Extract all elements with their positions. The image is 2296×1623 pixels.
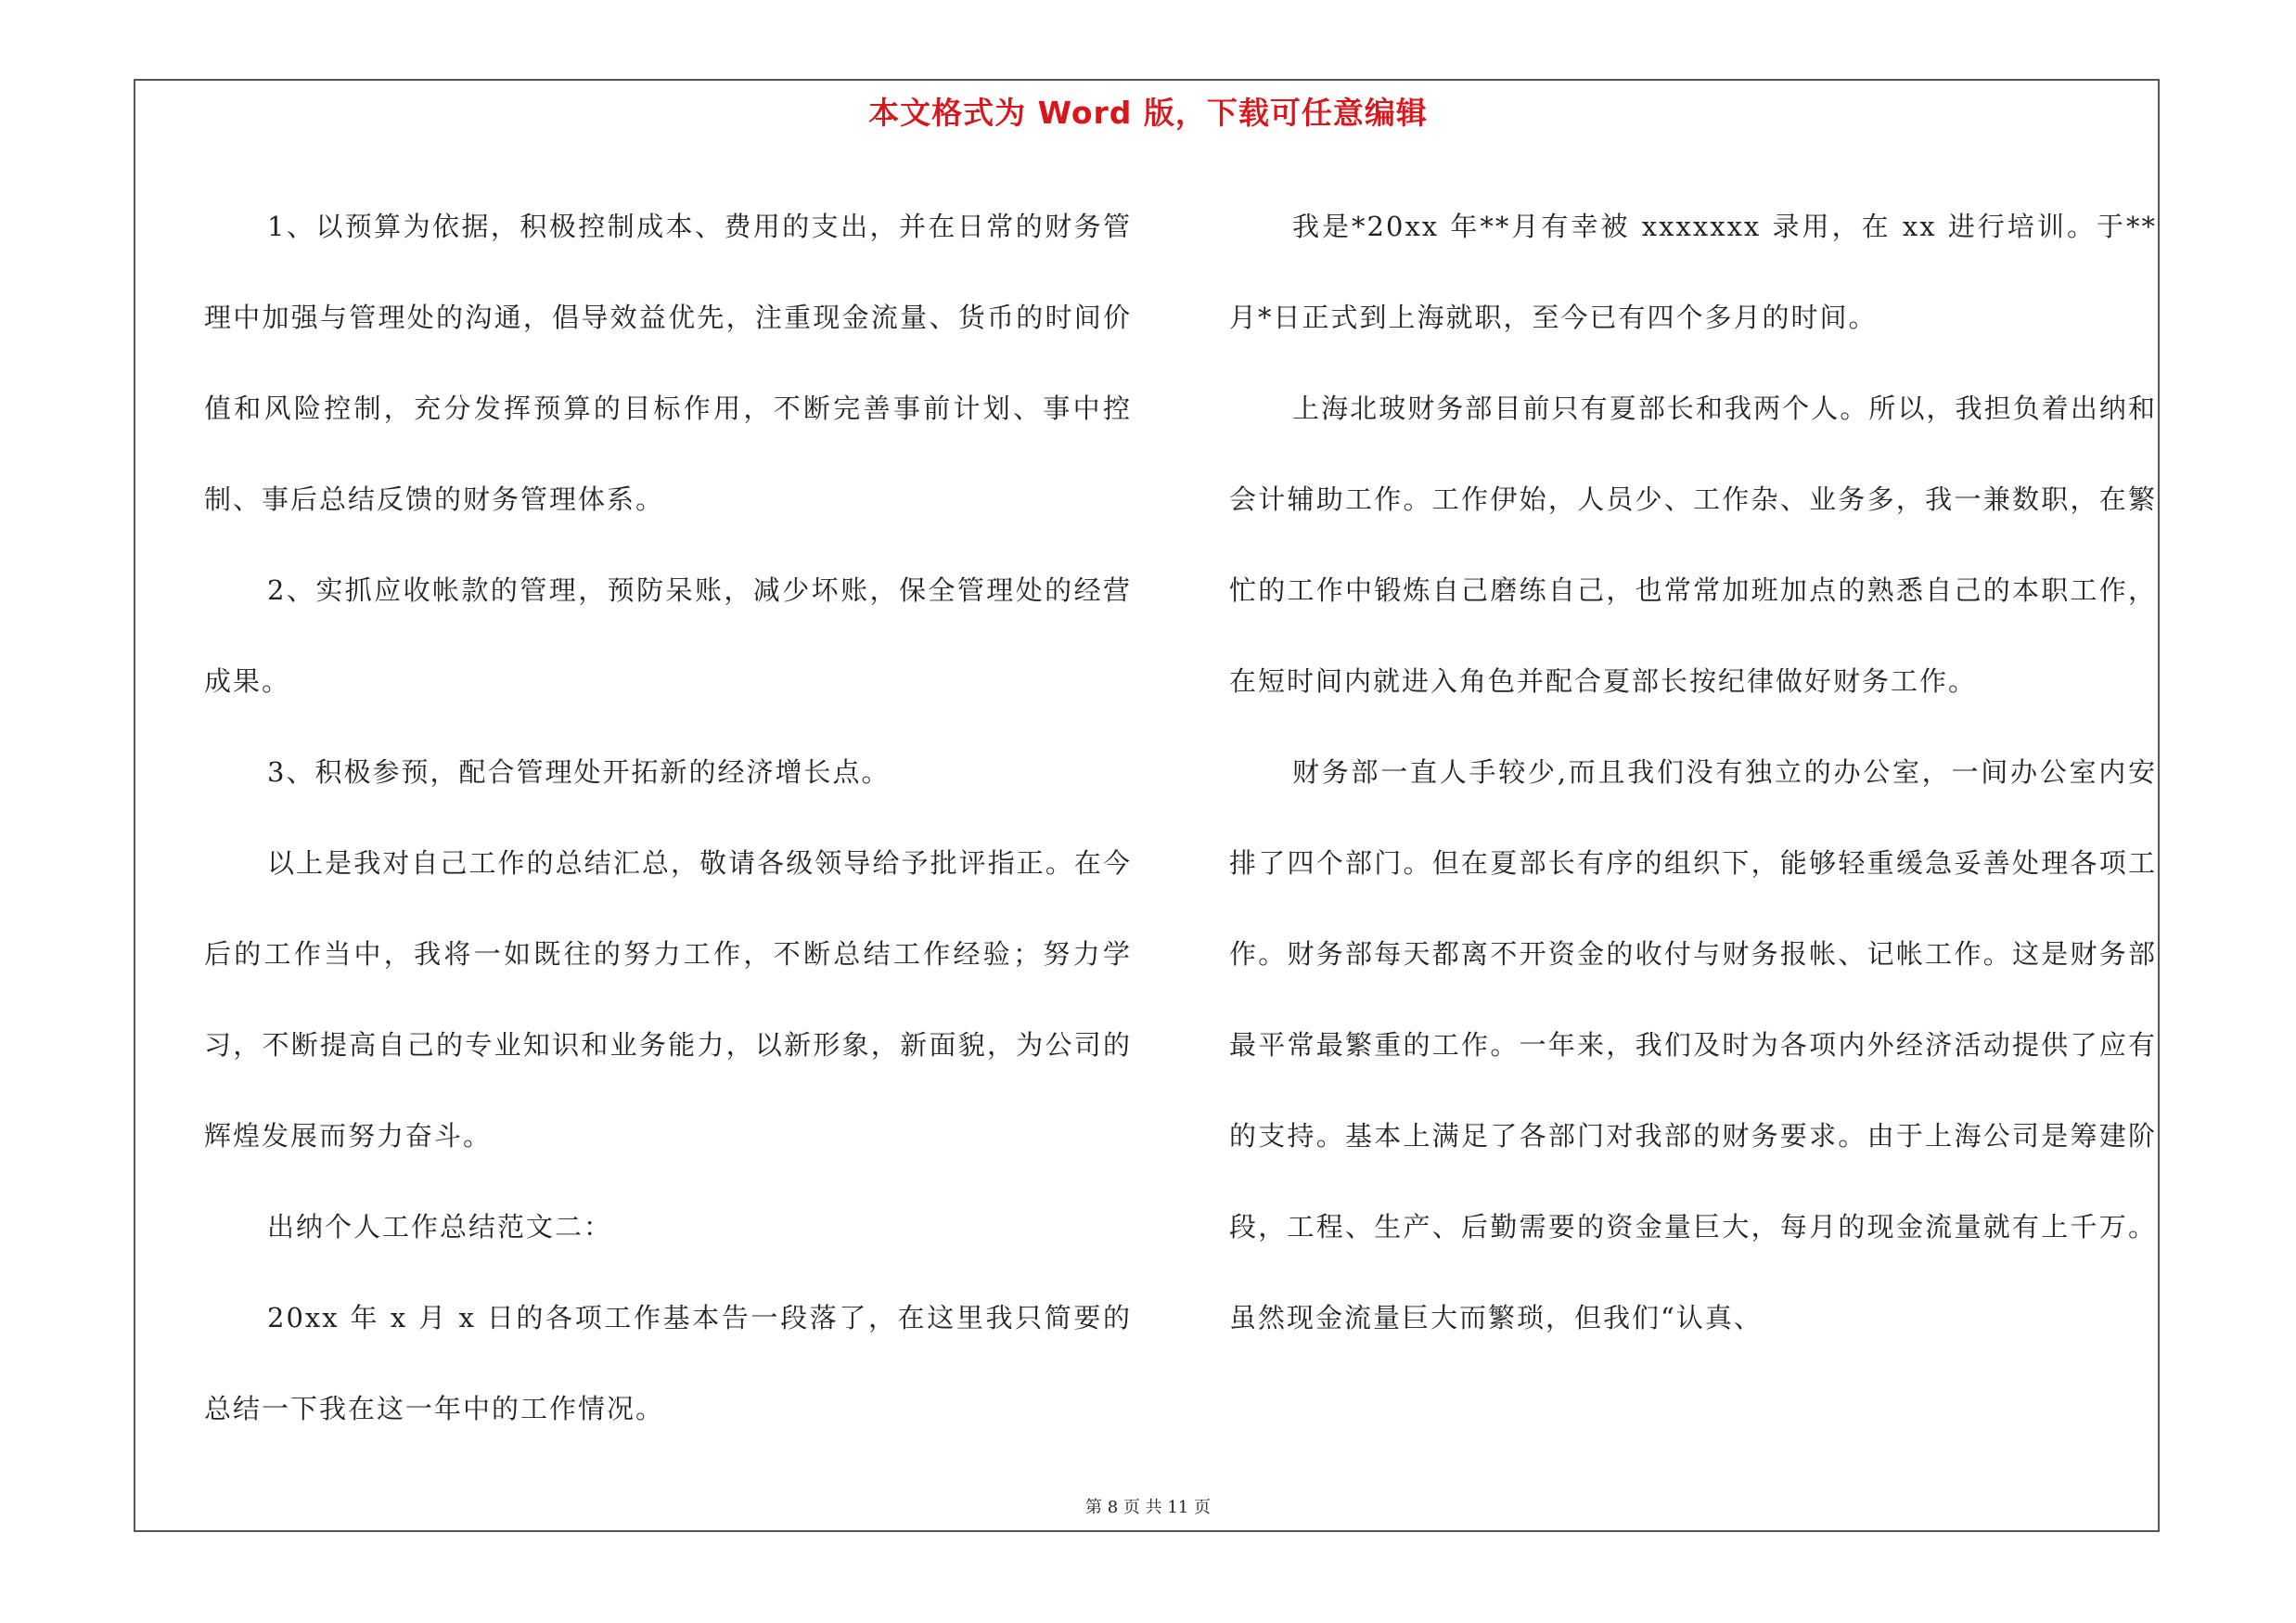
paragraph: 我是*20xx 年**月有幸被 xxxxxxx 录用，在 xx 进行培训。于**月*日正式到上海就职，至今已有四个多月的时间。: [1229, 211, 2157, 333]
page-number-footer: 第 8 页 共 11 页: [1085, 1498, 1211, 1517]
paragraph: 上海北玻财务部目前只有夏部长和我两个人。所以，我担负着出纳和会计辅助工作。工作伊始，人员少、工作杂、业务多，我一兼数职，在繁忙的工作中锻炼自己磨练自己，也常常加班加点的熟悉自己的本职工作，在短时间内就进入角色并配合夏部长按纪律做好财务工作。: [1229, 393, 2157, 697]
format-notice-banner: 本文格式为 Word 版，下载可任意编辑: [868, 95, 1428, 131]
right-text-column: [1229, 181, 2157, 1363]
paragraph: 以上是我对自己工作的总结汇总，敬请各级领导给予批评指正。在今后的工作当中，我将一如既往的努力工作，不断总结工作经验；努力学习，不断提高自己的专业知识和业务能力，以新形象，新面貌，为公司的辉煌发展而努力奋斗。: [204, 847, 1132, 1152]
left-text-column: [204, 181, 1132, 1454]
paragraph: 财务部一直人手较少,而且我们没有独立的办公室，一间办公室内安排了四个部门。但在夏部长有序的组织下，能够轻重缓急妥善处理各项工作。财务部每天都离不开资金的收付与财务报帐、记帐工作。这是财务部最平常最繁重的工作。一年来，我们及时为各项内外经济活动提供了应有的支持。基本上满足了各部门对我部的财务要求。由于上海公司是筹建阶段，工程、生产、后勤需要的资金量巨大，每月的现金流量就有上千万。虽然现金流量巨大而繁琐，但我们“认真、: [1229, 756, 2157, 1333]
paragraph: 3、积极参预，配合管理处开拓新的经济增长点。: [267, 756, 891, 788]
section-heading: 出纳个人工作总结范文二：: [267, 1211, 613, 1243]
paragraph: 2、实抓应收帐款的管理，预防呆账，减少坏账，保全管理处的经营成果。: [204, 574, 1132, 697]
paragraph: 1、以预算为依据，积极控制成本、费用的支出，并在日常的财务管理中加强与管理处的沟通，倡导效益优先，注重现金流量、货币的时间价值和风险控制，充分发挥预算的目标作用，不断完善事前计划、事中控制、事后总结反馈的财务管理体系。: [204, 211, 1132, 515]
paragraph: 20xx 年 x 月 x 日的各项工作基本告一段落了，在这里我只简要的总结一下我在这一年中的工作情况。: [204, 1302, 1132, 1424]
